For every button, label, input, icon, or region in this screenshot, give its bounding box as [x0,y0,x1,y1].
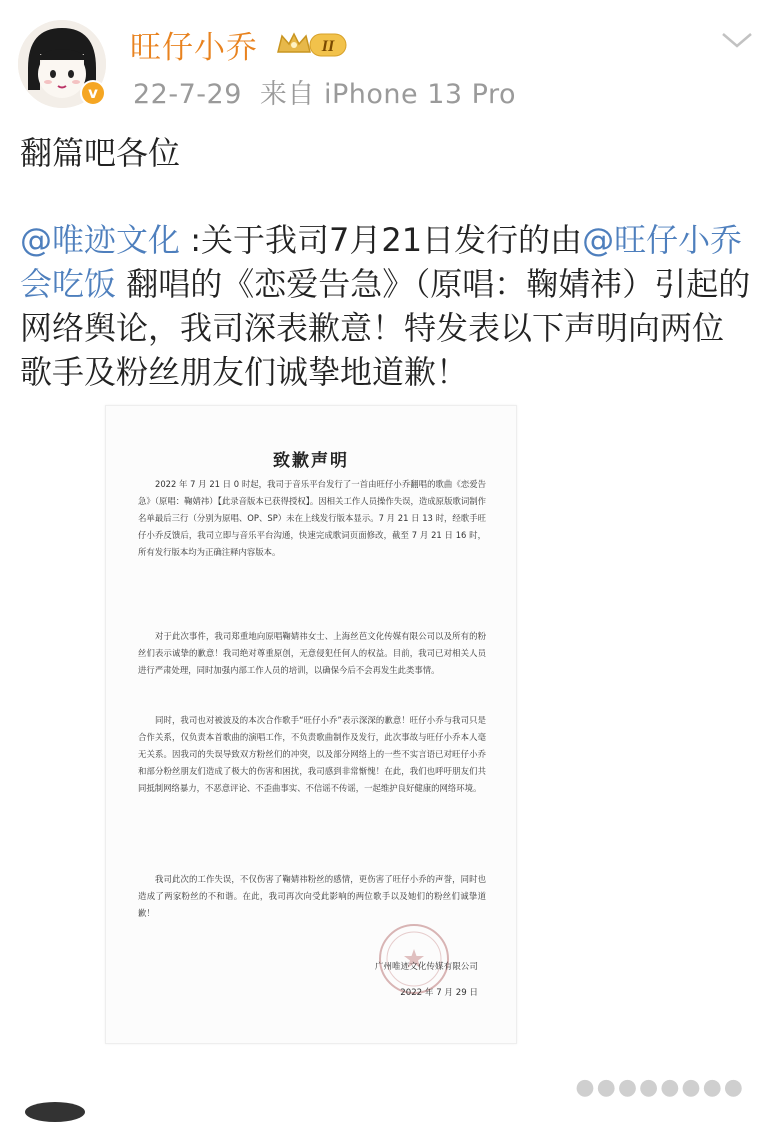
doc-paragraph: 2022 年 7 月 21 日 0 时起，我司于音乐平台发行了一首由旺仔小乔翻唱的歌曲《恋爱告急》（原唱：鞠婧祎）【此录音版本已获得授权】。因相关工作人员操作失误，造成原版歌词制作名单最后三行（分别为原唱、OP、SP）未在上线发行版本显示。7 月 21 日 13 时，经歌手旺仔小乔反馈后，我司立即与音乐平台沟通，快速完成歌词页面修改，截至 7 月 21 日 16 时，所有发行版本均为正确注释内容版本。 [138,479,486,557]
doc-paragraph: 同时，我司也对被波及的本次合作歌手“旺仔小乔”表示深深的歉意！旺仔小乔与我司只是合作关系，仅负责本首歌曲的演唱工作，不负责歌曲制作及发行，此次事故与旺仔小乔本人毫无关系。因我司的失误导致双方粉丝们的冲突，以及部分网络上的一些不实言语已对旺仔小乔和部分粉丝朋友们造成了极大的伤害和困扰，我司感到非常惭愧！在此，我们也呼吁朋友们共同抵制网络暴力，不恶意评论、不歪曲事实、不信谣不传谣，一起维护良好健康的网络环境。 [138,715,486,793]
level-text: II [321,38,335,55]
attached-image[interactable] [105,405,517,1044]
post-source: 来自 iPhone 13 Pro [259,79,516,110]
verified-badge-icon: v [80,80,106,106]
mention-link[interactable]: @唯迹文化 [20,221,181,259]
post-text: 翻唱的《恋爱告急》（原唱：鞠婧祎）引起的网络舆论，我司深表歉意！特发表以下声明向两位歌手及粉丝朋友们诚挚地道歉！ [20,265,751,391]
more-dots-icon[interactable]: ●●●●●●●● [575,1075,745,1100]
doc-date: 2022 年 7 月 29 日 [400,988,478,998]
post-meta [133,72,516,111]
next-avatar-partial [25,1102,85,1122]
post-date: 22-7-29 [133,79,242,110]
doc-paragraph: 我司此次的工作失误，不仅伤害了鞠婧祎粉丝的感情，更伤害了旺仔小乔的声誉，同时也造成了两家粉丝的不和谐。在此，我司再次向受此影响的两位歌手以及她们的粉丝们诚挚道歉！ [138,874,486,918]
post-title-line: 翻篇吧各位 [20,134,181,172]
username[interactable]: 旺仔小乔 [130,30,258,66]
mention-link[interactable]: @旺仔小乔会吃饭 [20,221,743,303]
doc-signature [375,954,478,1006]
post-text: :关于我司7月21日发行的由 [180,221,583,259]
doc-title: 致歉声明 [273,451,349,471]
doc-paragraph: 对于此次事件，我司郑重地向原唱鞠婧祎女士、上海丝芭文化传媒有限公司以及所有的粉丝们表示诚挚的歉意！我司绝对尊重原创，无意侵犯任何人的权益。目前，我司已对相关人员进行严肃处理，同时加强内部工作人员的培训，以确保今后不会再发生此类事情。 [138,631,486,675]
post-body [20,218,755,394]
member-level-badge-icon[interactable] [274,28,350,60]
chevron-down-icon[interactable] [720,30,754,50]
doc-company: 广州唯迹文化传媒有限公司 [374,962,478,972]
